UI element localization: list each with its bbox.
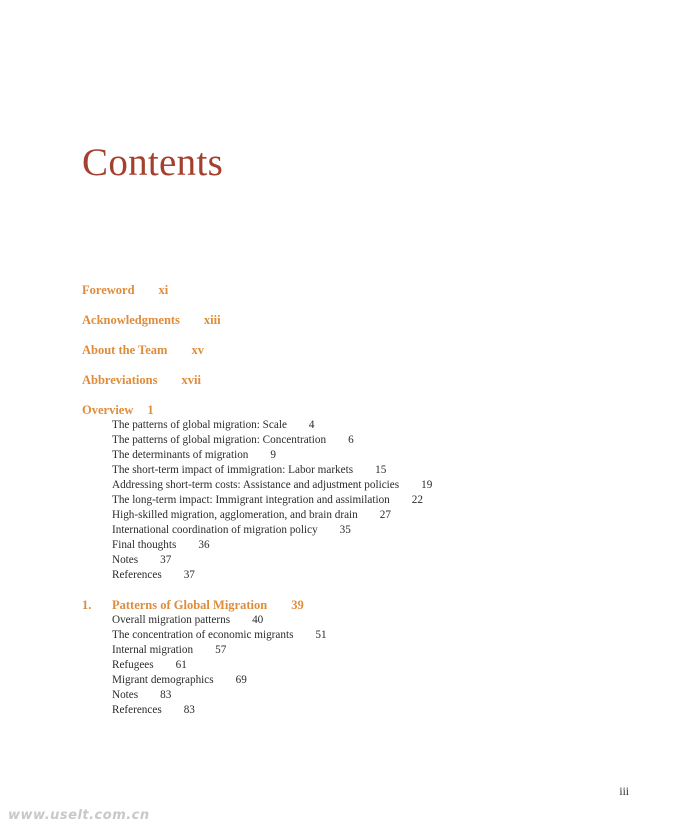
toc-subentry[interactable] xyxy=(112,523,642,538)
toc-subentry[interactable] xyxy=(112,493,642,508)
entry-page: xiii xyxy=(203,313,221,327)
subentry-page: 36 xyxy=(198,539,210,551)
chapter-1-subentries xyxy=(112,613,642,718)
subentry-label: High-skilled migration, agglomeration, and brain drain xyxy=(112,509,358,521)
toc-subentry[interactable] xyxy=(112,433,642,448)
entry-page: xvii xyxy=(181,373,201,387)
entry-label: Overview xyxy=(82,403,134,417)
subentry-label: Overall migration patterns xyxy=(112,614,231,626)
toc-subentry[interactable] xyxy=(112,688,642,703)
chapter-number: 1. xyxy=(82,598,92,612)
toc-subentry[interactable] xyxy=(112,643,642,658)
toc-subentry[interactable] xyxy=(112,613,642,628)
subentry-page: 37 xyxy=(183,569,195,581)
toc-subentry[interactable] xyxy=(112,703,642,718)
subentry-label: The concentration of economic migrants xyxy=(112,629,294,641)
toc-entry-foreword[interactable] xyxy=(82,283,642,313)
overview-subentries xyxy=(112,418,642,583)
entry-label: Patterns of Global Migration xyxy=(112,598,268,612)
toc-section-chapter-1 xyxy=(82,598,642,718)
subentry-page: 35 xyxy=(339,524,351,536)
toc-subentry[interactable] xyxy=(112,568,642,583)
toc-subentry[interactable] xyxy=(112,448,642,463)
subentry-page: 9 xyxy=(270,449,276,461)
subentry-page: 51 xyxy=(315,629,327,641)
subentry-label: Migrant demographics xyxy=(112,674,214,686)
entry-label: Foreword xyxy=(82,283,135,297)
subentry-label: References xyxy=(112,569,162,581)
subentry-label: Addressing short-term costs: Assistance and adjustment policies xyxy=(112,479,400,491)
subentry-page: 27 xyxy=(379,509,391,521)
toc-entry-chapter-1[interactable] xyxy=(82,598,642,613)
subentry-label: The long-term impact: Immigrant integration and assimilation xyxy=(112,494,390,506)
subentry-page: 40 xyxy=(252,614,264,626)
subentry-page: 15 xyxy=(375,464,387,476)
toc-subentry[interactable] xyxy=(112,538,642,553)
toc-entry-acknowledgments[interactable] xyxy=(82,313,642,343)
entry-page: 1 xyxy=(147,403,154,417)
subentry-page: 19 xyxy=(421,479,433,491)
entry-label: Abbreviations xyxy=(82,373,158,387)
toc-entry-overview[interactable] xyxy=(82,403,642,418)
toc-subentry[interactable] xyxy=(112,478,642,493)
subentry-label: Internal migration xyxy=(112,644,194,656)
subentry-label: References xyxy=(112,704,162,716)
subentry-label: The patterns of global migration: Scale xyxy=(112,419,287,431)
toc-entry-about-the-team[interactable] xyxy=(82,343,642,373)
subentry-label: Notes xyxy=(112,689,139,701)
entry-page: xi xyxy=(158,283,169,297)
toc-entry-abbreviations[interactable] xyxy=(82,373,642,403)
subentry-page: 57 xyxy=(215,644,227,656)
entry-page: 39 xyxy=(291,598,304,612)
toc-subentry[interactable] xyxy=(112,418,642,433)
subentry-page: 83 xyxy=(160,689,172,701)
entry-label: Acknowledgments xyxy=(82,313,180,327)
subentry-page: 6 xyxy=(348,434,354,446)
table-of-contents xyxy=(82,283,642,718)
toc-subentry[interactable] xyxy=(112,553,642,568)
entry-label: About the Team xyxy=(82,343,168,357)
subentry-label: The patterns of global migration: Concentration xyxy=(112,434,327,446)
subentry-page: 37 xyxy=(160,554,172,566)
subentry-page: 83 xyxy=(183,704,195,716)
subentry-page: 22 xyxy=(411,494,423,506)
toc-subentry[interactable] xyxy=(112,658,642,673)
subentry-label: International coordination of migration policy xyxy=(112,524,318,536)
subentry-label: The determinants of migration xyxy=(112,449,249,461)
subentry-page: 4 xyxy=(308,419,315,431)
toc-section-overview xyxy=(82,403,642,583)
toc-subentry[interactable] xyxy=(112,508,642,523)
page-title: Contents xyxy=(82,141,224,184)
entry-page: xv xyxy=(191,343,204,357)
subentry-label: Refugees xyxy=(112,659,154,671)
toc-subentry[interactable] xyxy=(112,673,642,688)
subentry-page: 61 xyxy=(175,659,187,671)
subentry-label: Notes xyxy=(112,554,139,566)
subentry-label: The short-term impact of immigration: Labor markets xyxy=(112,464,354,476)
watermark-text: www.uselt.com.cn xyxy=(8,808,150,823)
toc-subentry[interactable] xyxy=(112,628,642,643)
subentry-label: Final thoughts xyxy=(112,539,177,551)
page-number: iii xyxy=(619,786,629,798)
toc-subentry[interactable] xyxy=(112,463,642,478)
subentry-page: 69 xyxy=(235,674,247,686)
